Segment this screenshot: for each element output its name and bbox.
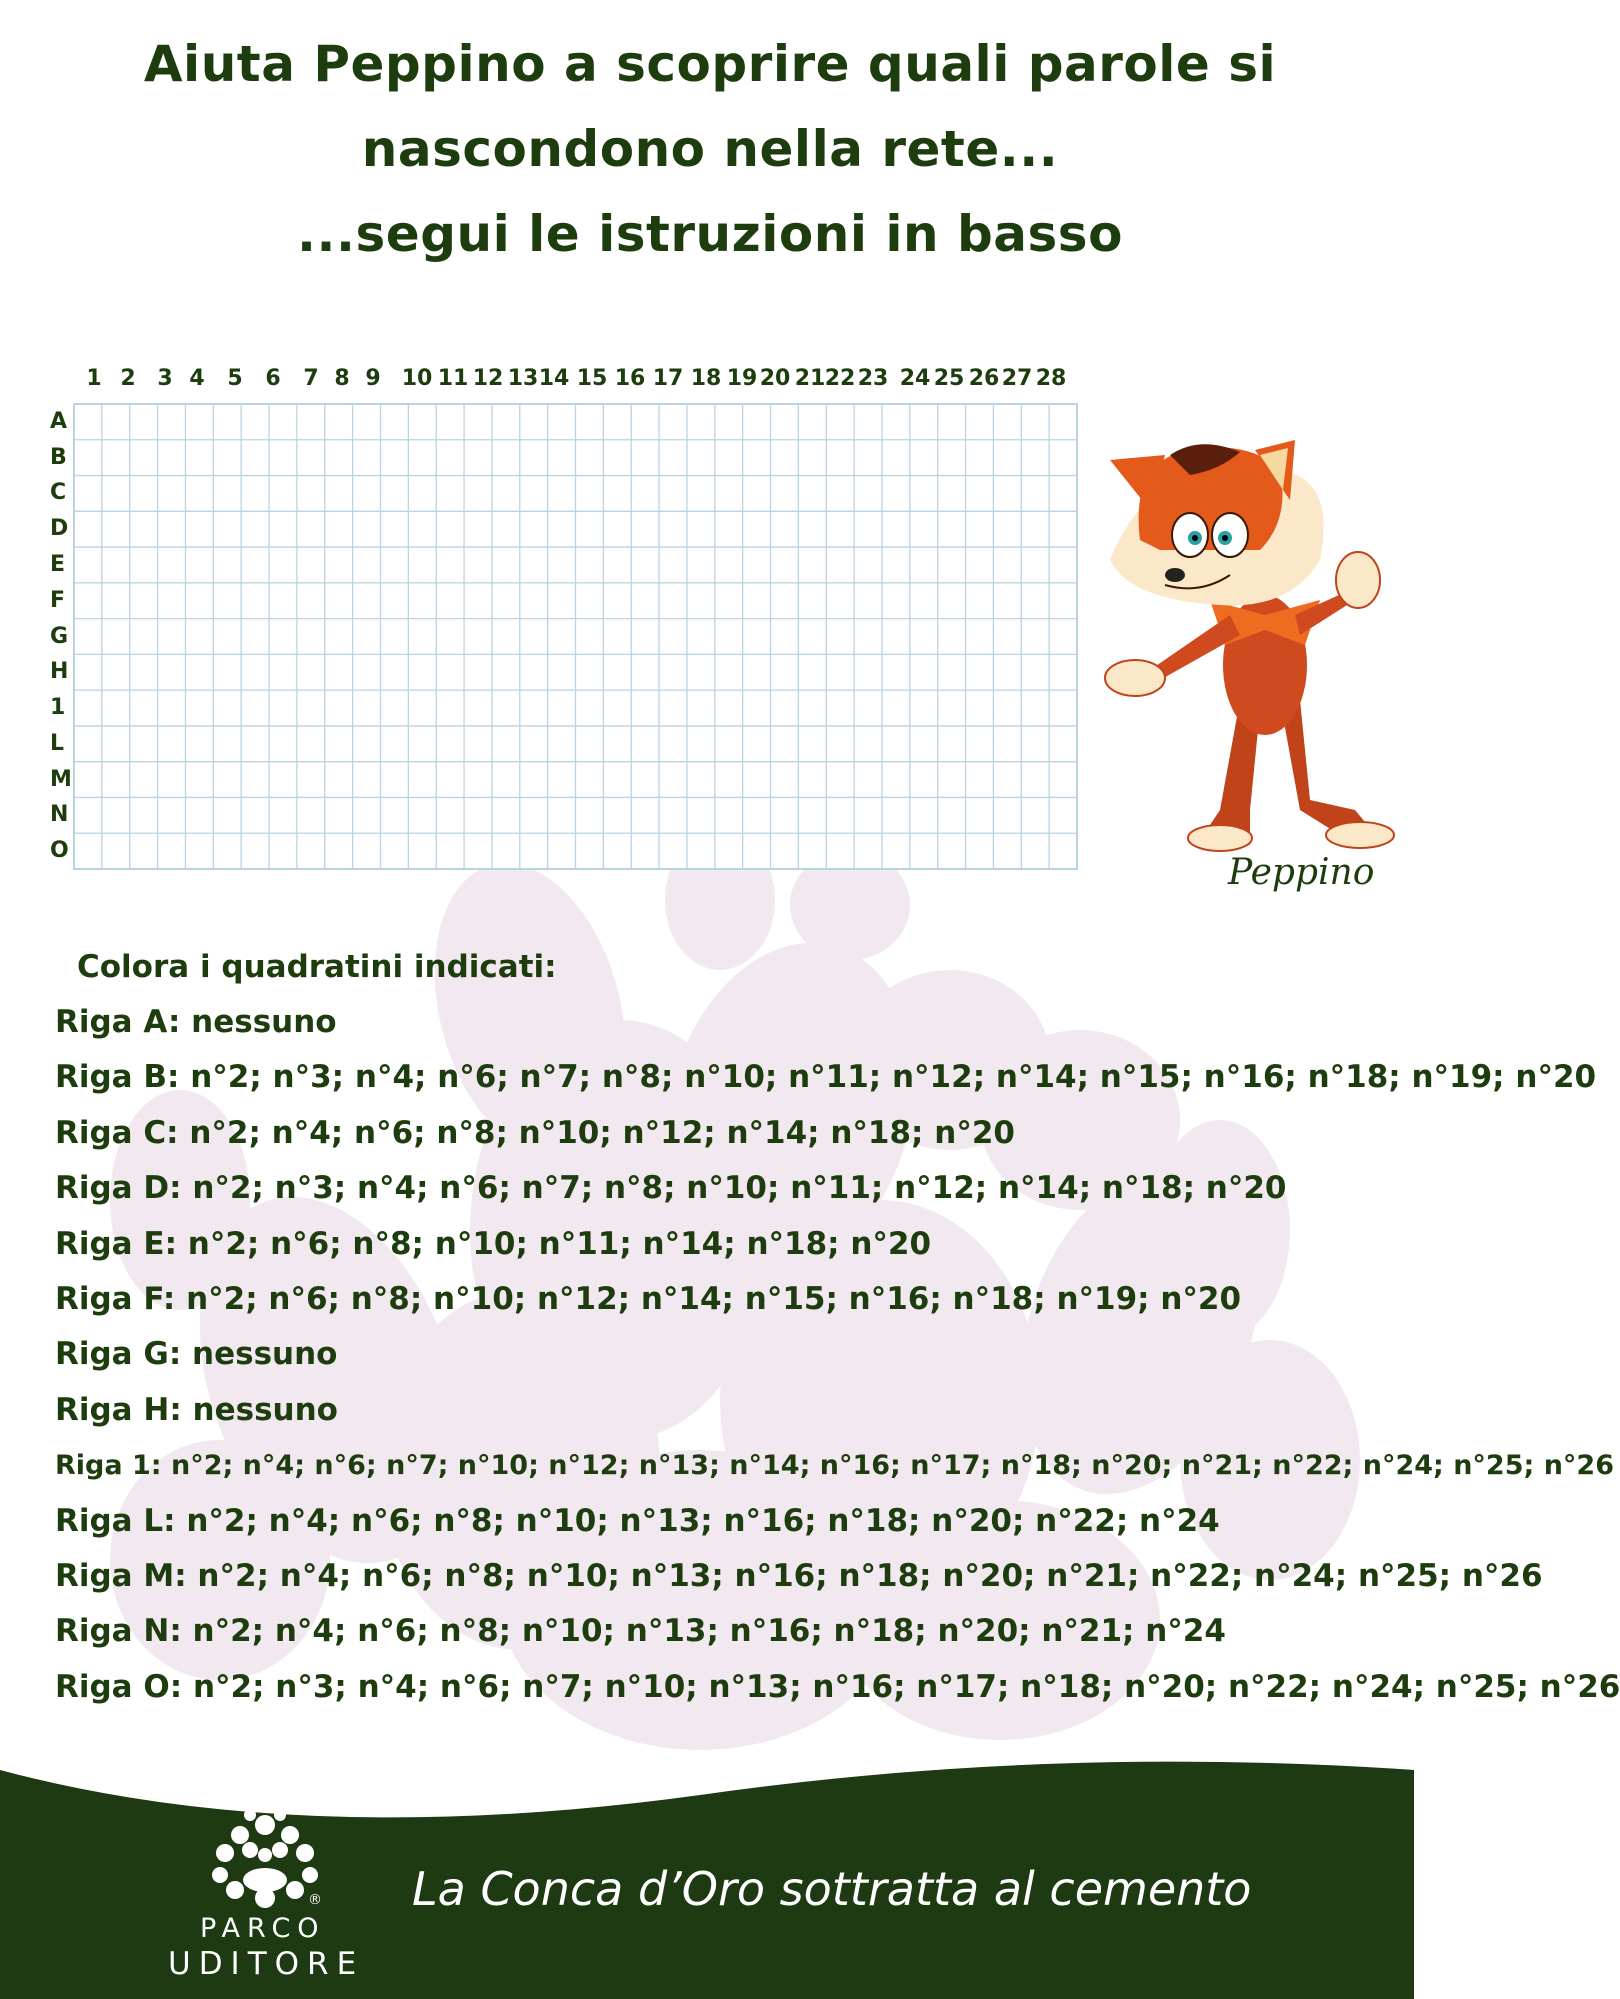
- grid-column-label: 23: [857, 366, 889, 391]
- grid-row-label: M: [50, 766, 72, 792]
- grid-column-label: 10: [401, 366, 433, 391]
- grid-column-label: 8: [334, 366, 350, 391]
- grid-column-label: 14: [538, 366, 570, 391]
- instruction-row: Riga H: nessuno: [55, 1391, 338, 1428]
- title-line-2: nascondono nella rete...: [361, 120, 1059, 178]
- instruction-row: Riga A: nessuno: [55, 1004, 337, 1040]
- instruction-row: Riga C: n°2; n°4; n°6; n°8; n°10; n°12; n°14; n°18; n°20: [55, 1114, 1015, 1151]
- grid-row-label: N: [50, 802, 69, 828]
- grid-row-label: 1: [50, 695, 66, 721]
- grid-row-label: A: [50, 408, 68, 434]
- instruction-row: Riga E: n°2; n°6; n°8; n°10; n°11; n°14; n°18; n°20: [55, 1225, 932, 1262]
- instruction-row: Riga L: n°2; n°4; n°6; n°8; n°10; n°13; n°16; n°18; n°20; n°22; n°24: [55, 1502, 1220, 1539]
- instruction-row: Riga 1: n°2; n°4; n°6; n°7; n°10; n°12; n°13; n°14; n°16; n°17; n°18; n°20; n°21; n°22; n°24; n°25; n°26: [55, 1450, 1614, 1482]
- instruction-row: Riga G: nessuno: [55, 1336, 338, 1373]
- grid-column-label: 3: [157, 366, 173, 391]
- footer-tagline: La Conca d’Oro sottratta al cemento: [412, 1862, 1252, 1916]
- grid-column-label: 6: [265, 366, 281, 391]
- grid-row-label: E: [50, 551, 66, 577]
- grid-column-label: 22: [824, 366, 856, 391]
- instruction-row: Riga M: n°2; n°4; n°6; n°8; n°10; n°13; n°16; n°18; n°20; n°21; n°22; n°24; n°25; n°26: [55, 1558, 1543, 1595]
- grid-row-label: H: [50, 659, 69, 685]
- grid-column-label: 11: [437, 366, 469, 391]
- logo-text-uditore: UDITORE: [168, 1946, 365, 1982]
- peppino-fox-illustration: [1090, 440, 1400, 860]
- grid-row-label: F: [50, 587, 66, 613]
- grid-column-label: 4: [189, 366, 205, 391]
- grid-column-label: 1: [86, 366, 102, 391]
- grid-row-label: L: [50, 730, 65, 756]
- instructions-block: [55, 940, 1620, 1715]
- grid-row-label: G: [50, 623, 69, 649]
- grid-column-label: 24: [899, 366, 931, 391]
- title-line-1: Aiuta Peppino a scoprire quali parole si: [143, 35, 1277, 93]
- grid-row-label: D: [50, 516, 69, 542]
- character-name: Peppino: [1228, 852, 1375, 893]
- grid-row-label: O: [50, 838, 69, 864]
- instruction-row: Riga D: n°2; n°3; n°4; n°6; n°7; n°8; n°10; n°11; n°12; n°14; n°18; n°20: [55, 1170, 1287, 1207]
- instruction-row: Riga N: n°2; n°4; n°6; n°8; n°10; n°13; n°16; n°18; n°20; n°21; n°24: [55, 1613, 1226, 1650]
- grid-column-label: 5: [227, 366, 243, 391]
- grid-column-label: 28: [1035, 366, 1067, 391]
- instruction-row: Riga O: n°2; n°3; n°4; n°6; n°7; n°10; n°13; n°16; n°17; n°18; n°20; n°22; n°24; n°25; n°26: [55, 1668, 1620, 1705]
- grid-column-label: 19: [726, 366, 758, 391]
- grid-column-label: 20: [759, 366, 791, 391]
- grid-column-label: 16: [614, 366, 646, 391]
- grid-column-label: 13: [507, 366, 539, 391]
- logo-text-parco: PARCO: [200, 1913, 326, 1944]
- grid-column-label: 26: [968, 366, 1000, 391]
- grid-column-label: 18: [690, 366, 722, 391]
- grid-column-label: 25: [933, 366, 965, 391]
- instruction-row: Riga F: n°2; n°6; n°8; n°10; n°12; n°14; n°15; n°16; n°18; n°19; n°20: [55, 1281, 1242, 1318]
- grid-column-label: 9: [365, 366, 381, 391]
- grid-column-label: 17: [652, 366, 684, 391]
- grid-column-label: 15: [576, 366, 608, 391]
- grid-column-label: 7: [303, 366, 319, 391]
- registered-mark: ®: [308, 1892, 322, 1908]
- title-line-3: ...segui le istruzioni in basso: [297, 205, 1123, 263]
- grid-column-label: 2: [120, 366, 136, 391]
- instructions-heading: Colora i quadratini indicati:: [77, 949, 557, 985]
- instruction-row: Riga B: n°2; n°3; n°4; n°6; n°7; n°8; n°10; n°11; n°12; n°14; n°15; n°16; n°18; n°19; n°20: [55, 1059, 1597, 1096]
- grid-column-label: 21: [794, 366, 826, 391]
- grid-row-label: C: [50, 480, 67, 506]
- grid-column-label: 12: [472, 366, 504, 391]
- grid-column-label: 27: [1001, 366, 1033, 391]
- grid-row-label: B: [50, 444, 67, 470]
